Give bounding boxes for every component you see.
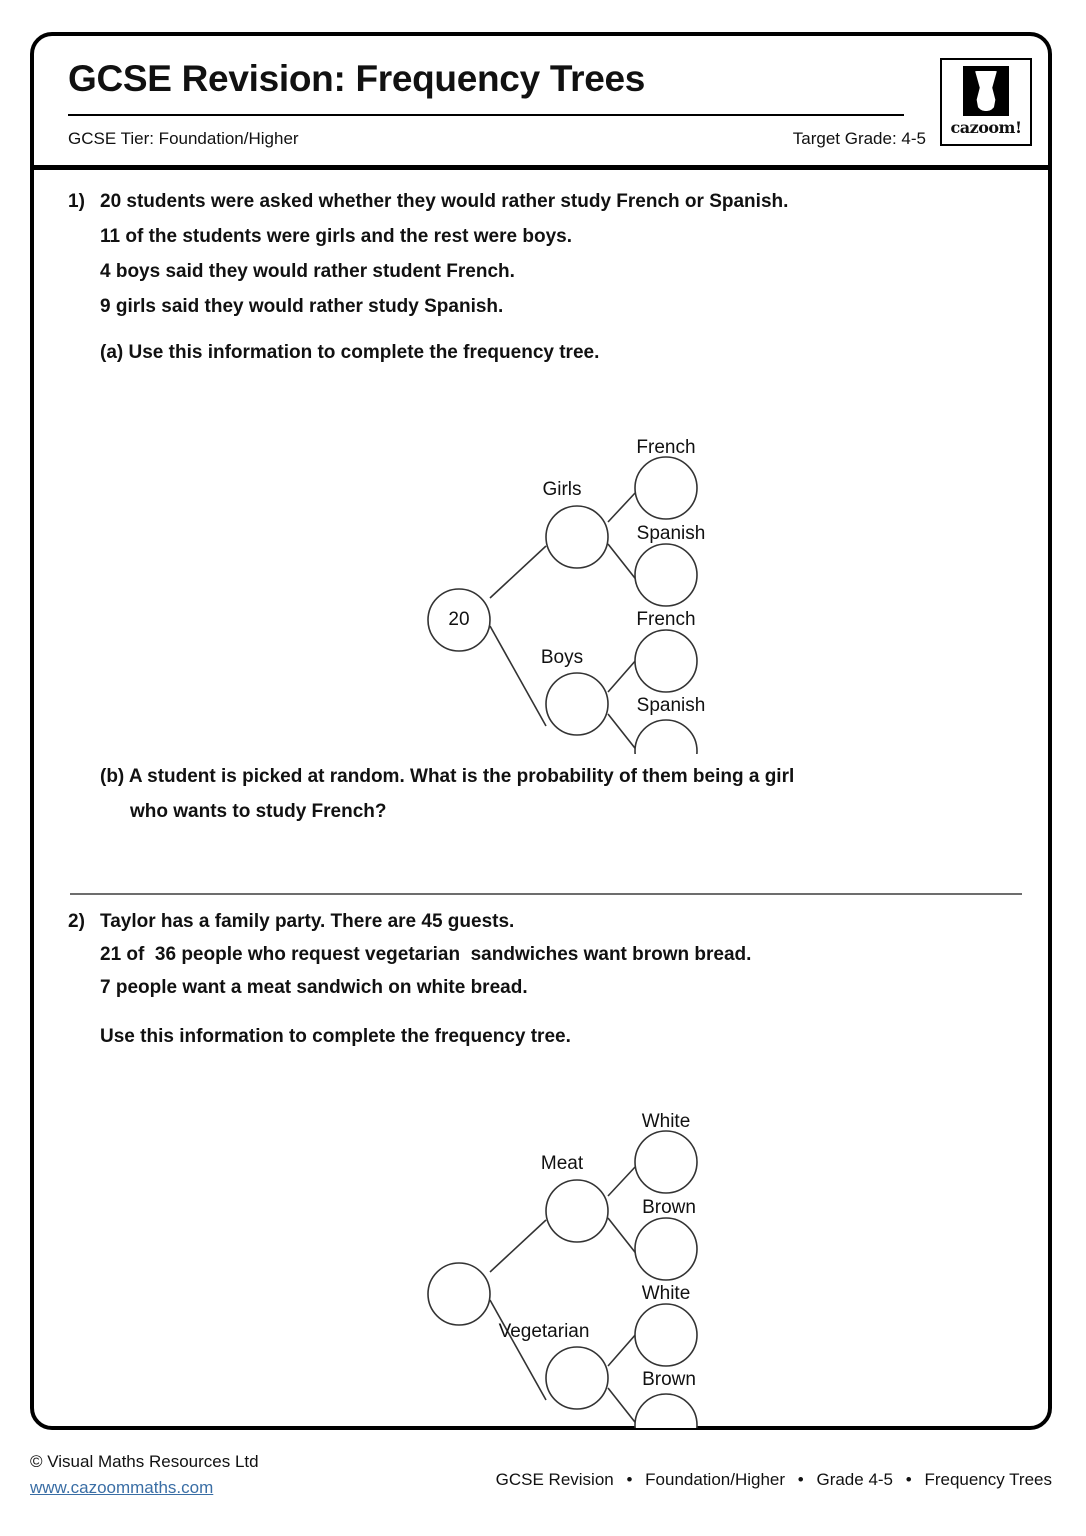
breadcrumb-separator-2: •: [797, 1470, 804, 1489]
tree1-root-value[interactable]: 20: [448, 609, 470, 630]
tree1-leaf-label-3: French: [636, 609, 696, 630]
question-1-line-2: 11 of the students were girls and the rest were boys.: [100, 226, 572, 247]
question-1-part-b-line-1: (b) A student is picked at random. What is the probability of them being a girl: [100, 766, 795, 787]
tree1-leaf-4-circle: [635, 720, 697, 754]
breadcrumb-item-3: Grade 4-5: [816, 1470, 894, 1489]
tree2-root-circle: [428, 1263, 490, 1325]
breadcrumb-separator-1: •: [626, 1470, 633, 1489]
question-2-number: 2): [68, 911, 85, 932]
tree2-leaf-label-1: White: [641, 1111, 691, 1132]
tier-label: GCSE Tier: Foundation/Higher: [68, 129, 299, 148]
question-2-line-3: 7 people want a meat sandwich on white bread.: [100, 977, 528, 998]
question-1-line-4: 9 girls said they would rather study Spanish.: [100, 296, 504, 317]
question-1-part-a: (a) Use this information to complete the frequency tree.: [100, 342, 600, 363]
breadcrumb-item-4: Frequency Trees: [924, 1470, 1052, 1489]
footer-copyright: © Visual Maths Resources Ltd: [30, 1452, 259, 1471]
page-title: GCSE Revision: Frequency Trees: [68, 58, 646, 99]
tree1-leaf-2-circle: [635, 544, 697, 606]
question-1-part-b-line-2: who wants to study French?: [130, 801, 387, 822]
title-underline: [68, 114, 904, 116]
header-bottom-rule: [34, 165, 1048, 170]
question-2-line-1: Taylor has a family party. There are 45 guests.: [100, 911, 515, 932]
footer-breadcrumb: [496, 1470, 1052, 1490]
tree2-vegetarian-circle: [546, 1347, 608, 1409]
tree2-leaf-label-3: White: [641, 1283, 691, 1304]
tree1-leaf-label-2: Spanish: [636, 523, 706, 544]
frequency-tree-2: [384, 1078, 724, 1428]
tree1-leaf-label-1: French: [636, 437, 696, 458]
question-1-line-3: 4 boys said they would rather student French.: [100, 261, 515, 282]
breadcrumb-separator-3: •: [905, 1470, 912, 1489]
tree1-girls-circle: [546, 506, 608, 568]
logo-square-icon: [963, 66, 1009, 116]
frequency-tree-1: [384, 404, 724, 754]
question-2-line-2: 21 of 36 people who request vegetarian sandwiches want brown bread.: [100, 944, 752, 965]
tree2-leaf-2-circle: [635, 1218, 697, 1280]
tree2-leaf-4-circle: [635, 1394, 697, 1428]
tree1-leaf-1-circle: [635, 457, 697, 519]
tree2-meat-circle: [546, 1180, 608, 1242]
tree1-leaf-3-circle: [635, 630, 697, 692]
tree2-leaf-label-4: Brown: [642, 1369, 696, 1390]
tree2-leaf-label-2: Brown: [642, 1197, 696, 1218]
logo-vase-icon: [973, 71, 999, 111]
tree2-branch-label-meat: Meat: [540, 1153, 584, 1174]
question-2-instruction: Use this information to complete the frequency tree.: [100, 1026, 571, 1047]
footer-website-link[interactable]: www.cazoommaths.com: [30, 1478, 214, 1497]
breadcrumb-item-2: Foundation/Higher: [645, 1470, 786, 1489]
target-grade-label: Target Grade: 4-5: [792, 129, 926, 148]
tree1-branch-label-girls: Girls: [542, 479, 582, 500]
tree2-branch-label-vegetarian: Vegetarian: [498, 1321, 590, 1342]
tree2-leaf-3-circle: [635, 1304, 697, 1366]
worksheet-frame: [30, 32, 1052, 1430]
tree1-branch-label-boys: Boys: [540, 647, 584, 668]
section-divider: [70, 893, 1022, 895]
logo-wordmark: cazoom!: [950, 118, 1022, 137]
tree2-leaf-1-circle: [635, 1131, 697, 1193]
question-1-number: 1): [68, 191, 85, 212]
tree1-boys-circle: [546, 673, 608, 735]
worksheet-header: [34, 36, 1048, 166]
question-1-line-1: 20 students were asked whether they would rather study French or Spanish.: [100, 191, 789, 212]
cazoom-logo: [940, 58, 1032, 146]
tree1-leaf-label-4: Spanish: [636, 695, 706, 716]
breadcrumb-item-1: GCSE Revision: [495, 1470, 614, 1489]
